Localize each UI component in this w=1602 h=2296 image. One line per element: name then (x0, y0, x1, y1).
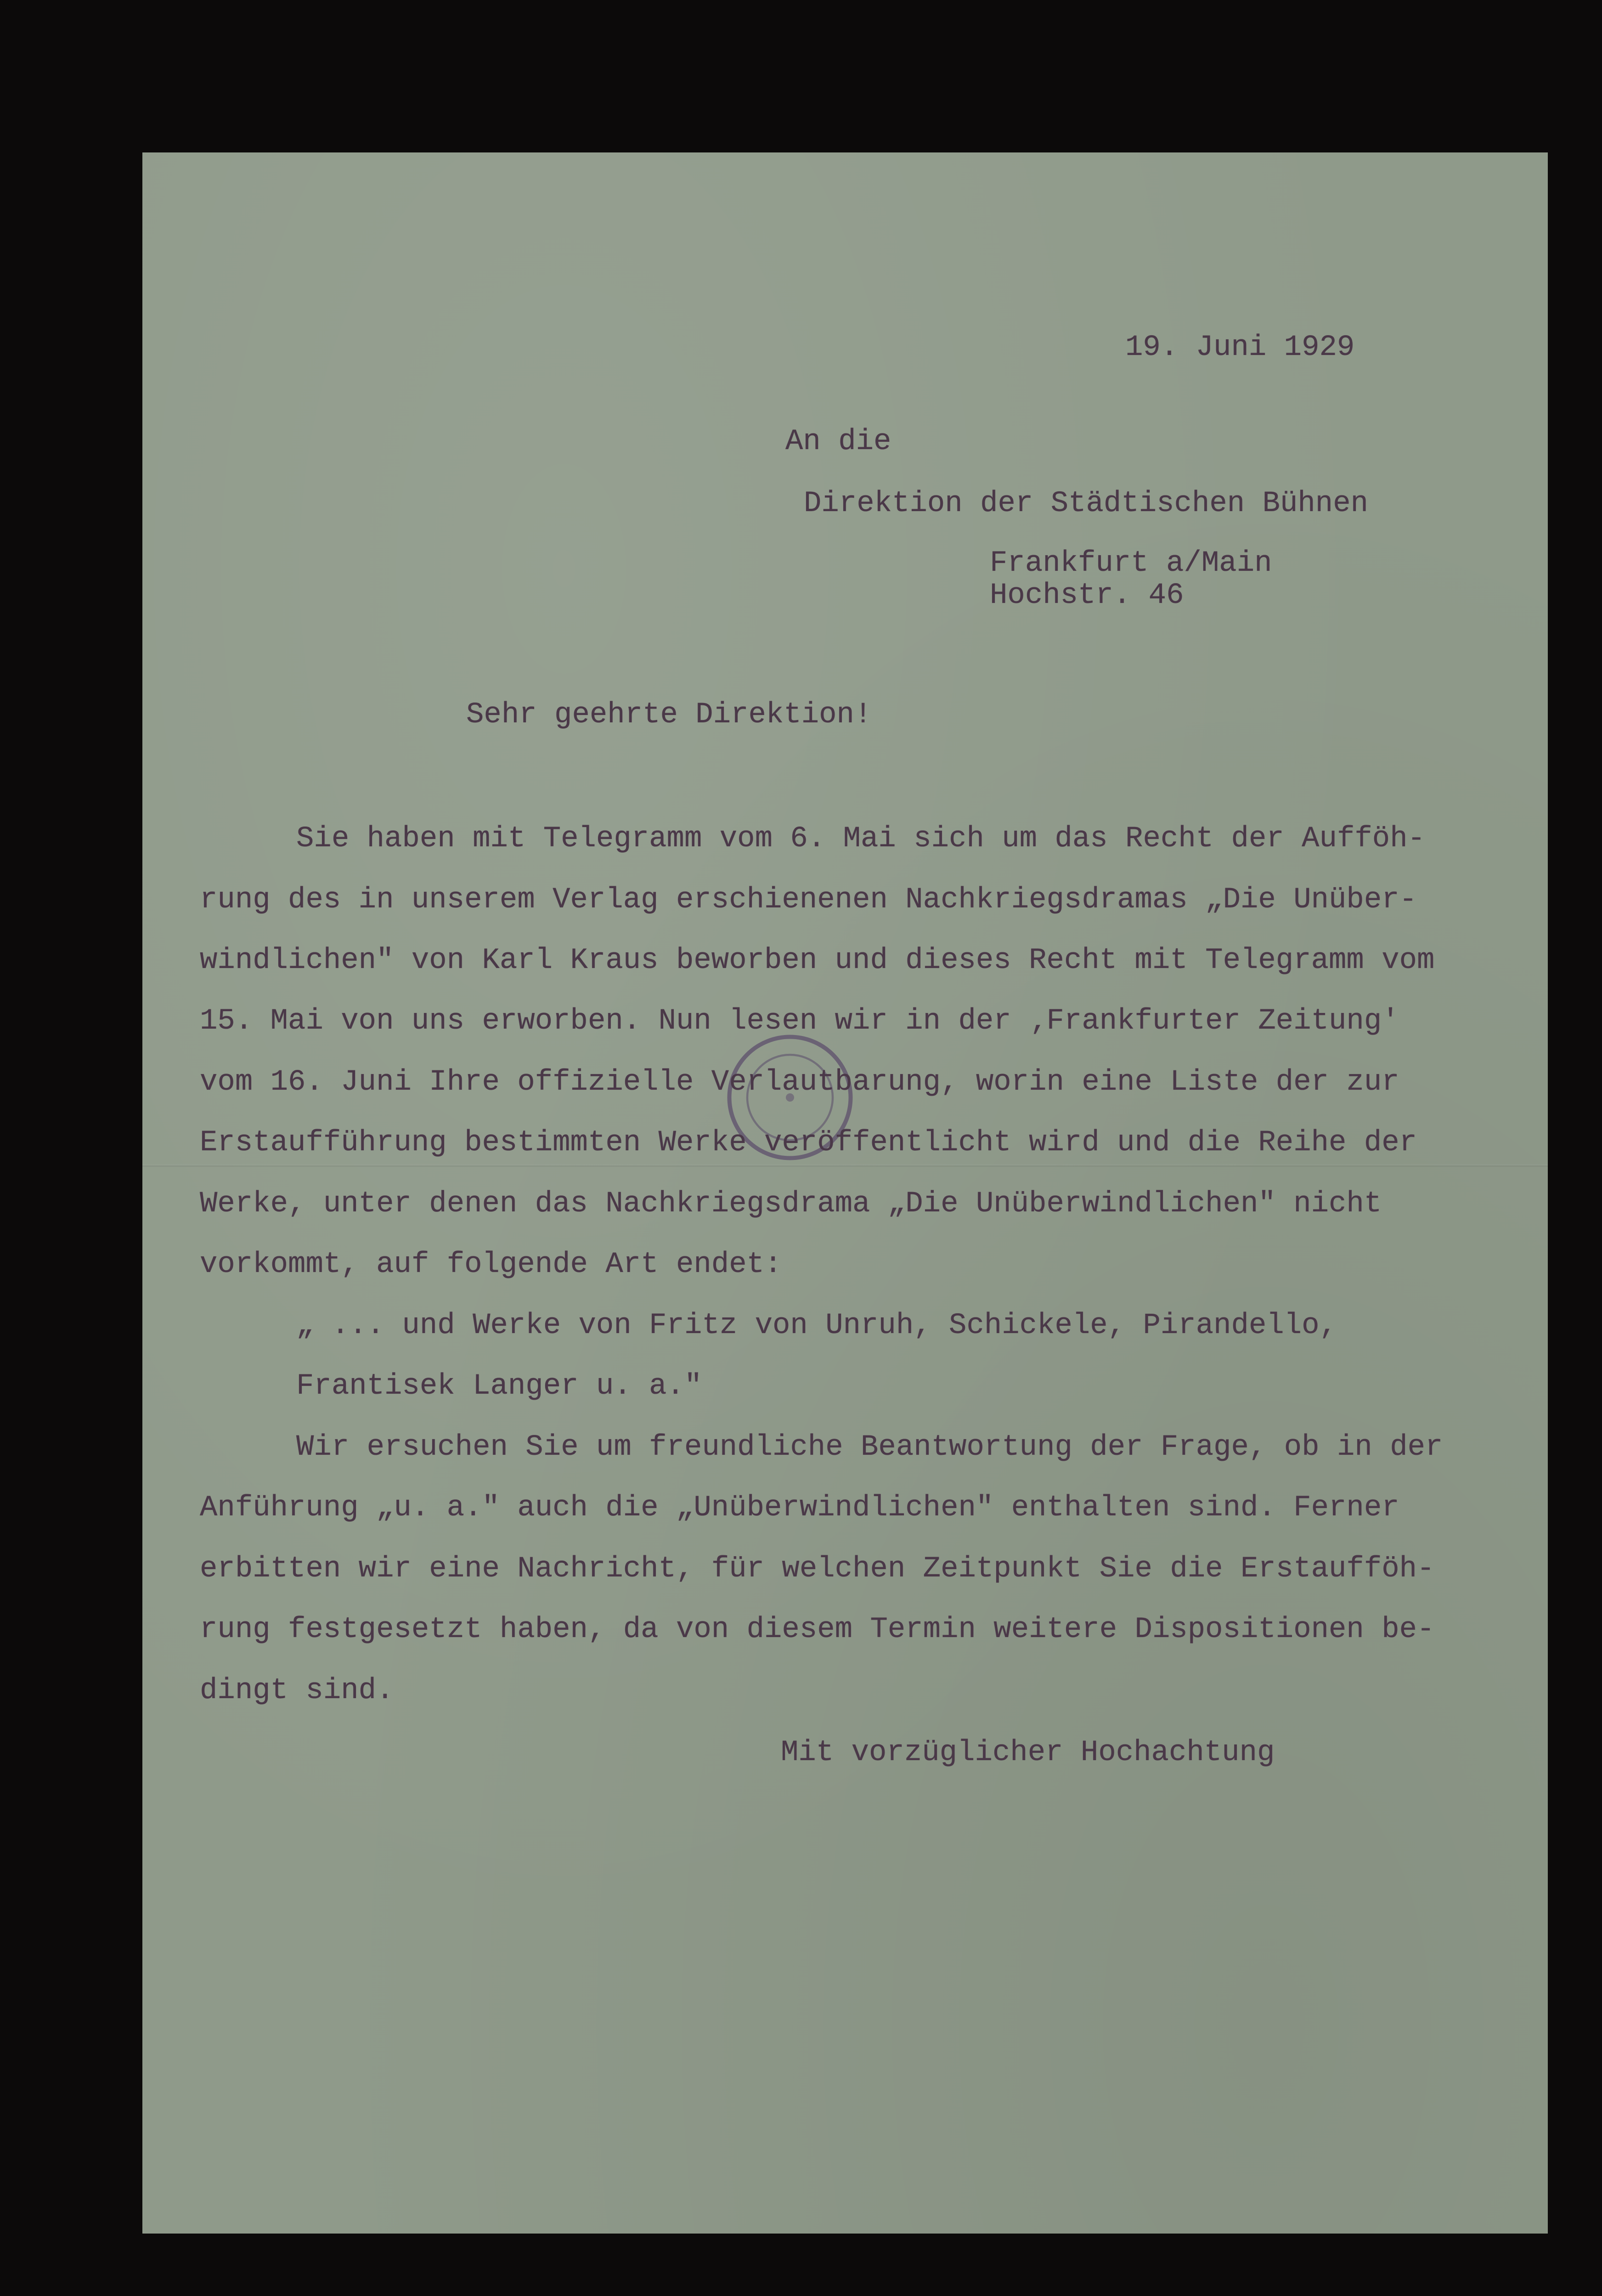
body-line: 15. Mai von uns erworben. Nun lesen wir in der ‚Frankfurter Zeitung' (200, 1005, 1399, 1038)
recipient-line-1: An die (785, 425, 891, 458)
body-line: Werke, unter denen das Nachkriegsdrama „Die Unüberwindlichen" nicht (200, 1187, 1382, 1221)
body-line: Sie haben mit Telegramm vom 6. Mai sich um das Recht der Aufföh- (296, 822, 1425, 855)
body-line: dingt sind. (200, 1674, 394, 1707)
salutation: Sehr geehrte Direktion! (466, 698, 872, 732)
recipient-city: Frankfurt a/Main (990, 547, 1272, 580)
quote-line: „ ... und Werke von Fritz von Unruh, Schickele, Pirandello, (296, 1309, 1337, 1342)
body-line: erbitten wir eine Nachricht, für welchen Zeitpunkt Sie die Erstaufföh- (200, 1553, 1435, 1586)
closing: Mit vorzüglicher Hochachtung (781, 1736, 1275, 1769)
body-line: windlichen" von Karl Kraus beworben und dieses Recht mit Telegramm vom (200, 944, 1435, 977)
recipient-street: Hochstr. 46 (990, 579, 1184, 612)
body-line: Anführung „u. a." auch die „Unüberwindlichen" enthalten sind. Ferner (200, 1491, 1399, 1525)
body-line: vom 16. Juni Ihre offizielle Verlautbarung, worin eine Liste der zur (200, 1066, 1399, 1099)
recipient-line-2: Direktion der Städtischen Bühnen (804, 487, 1368, 520)
quote-line: Frantisek Langer u. a." (296, 1370, 702, 1403)
body-line: Wir ersuchen Sie um freundliche Beantwortung der Frage, ob in der (296, 1431, 1443, 1464)
letter-date: 19. Juni 1929 (1125, 331, 1355, 364)
body-line: rung festgesetzt haben, da von diesem Termin weitere Dispositionen be- (200, 1613, 1435, 1646)
body-line: rung des in unserem Verlag erschienenen Nachkriegsdramas „Die Unüber- (200, 884, 1417, 917)
body-line: Erstaufführung bestimmten Werke veröffentlicht wird und die Reihe der (200, 1126, 1417, 1159)
body-line: vorkommt, auf folgende Art endet: (200, 1248, 782, 1281)
